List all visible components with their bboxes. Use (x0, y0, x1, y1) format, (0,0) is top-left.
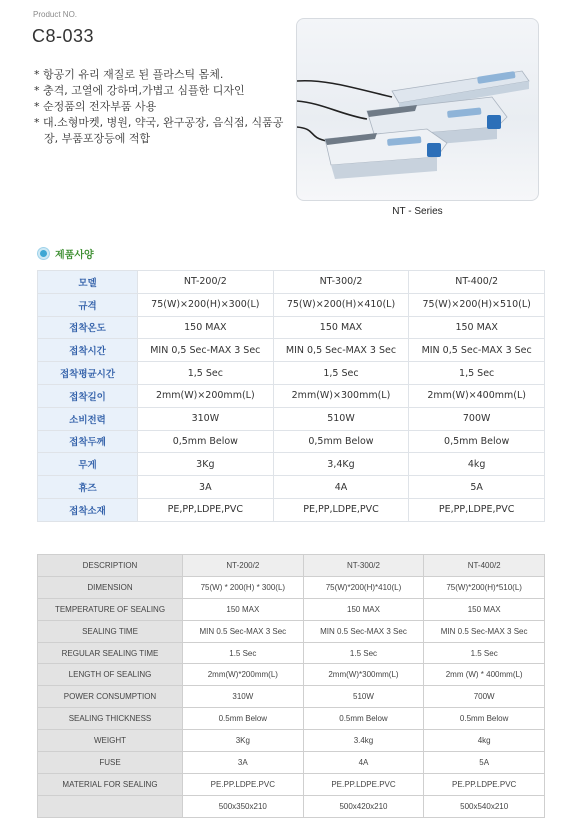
table-row (38, 708, 545, 730)
table-row (38, 407, 545, 430)
table-cell: PE.PP.LDPE.PVC (303, 773, 424, 795)
row-label: SEALING THICKNESS (38, 708, 183, 730)
table-cell: MIN 0.5 Sec-MAX 3 Sec (183, 620, 304, 642)
feature-list (34, 67, 294, 147)
table-cell: 75(W)×200(H)×300(L) (138, 293, 274, 316)
table-cell: 150 MAX (303, 598, 424, 620)
table-cell: 4A (303, 752, 424, 774)
spec-heading-text: 제품사양 (55, 250, 94, 261)
row-label: 접착온도 (38, 316, 138, 339)
table-cell: MIN 0,5 Sec-MAX 3 Sec (138, 339, 274, 362)
table-cell: PE,PP,LDPE,PVC (138, 498, 274, 521)
row-label: 모델 (38, 271, 138, 294)
row-label: 접착소재 (38, 498, 138, 521)
photo-caption: NT - Series (392, 206, 443, 217)
row-label (38, 795, 183, 817)
table-cell: MIN 0.5 Sec-MAX 3 Sec (303, 620, 424, 642)
row-label: 접착시간 (38, 339, 138, 362)
table-row (38, 620, 545, 642)
table-cell: 150 MAX (409, 316, 545, 339)
row-label: POWER CONSUMPTION (38, 686, 183, 708)
table-cell: 500x420x210 (303, 795, 424, 817)
table-cell: 510W (303, 686, 424, 708)
table-cell: 75(W)×200(H)×410(L) (273, 293, 409, 316)
table-cell: 3A (183, 752, 304, 774)
row-label: 규격 (38, 293, 138, 316)
table-cell: 500x540x210 (424, 795, 545, 817)
row-label: 접착길이 (38, 384, 138, 407)
feature-item: * 순정품의 전자부품 사용 (34, 100, 157, 113)
table-cell: 4A (273, 476, 409, 499)
table-cell: MIN 0,5 Sec-MAX 3 Sec (273, 339, 409, 362)
model-code: C8-033 (32, 26, 95, 46)
table-row (38, 339, 545, 362)
table-cell: 75(W)*200(H)*410(L) (303, 576, 424, 598)
table-row (38, 752, 545, 774)
table-cell: 2mm(W)*300mm(L) (303, 664, 424, 686)
table-row (38, 316, 545, 339)
table-cell: 5A (424, 752, 545, 774)
feature-item: * 항공기 유리 재질로 된 플라스틱 몸체. (34, 68, 224, 81)
table-row (38, 271, 545, 294)
bullet-icon (38, 248, 49, 259)
table-cell: 700W (424, 686, 545, 708)
sealer-illustration (297, 19, 539, 201)
row-label: REGULAR SEALING TIME (38, 642, 183, 664)
row-label: LENGTH OF SEALING (38, 664, 183, 686)
row-label: DIMENSION (38, 576, 183, 598)
table-cell: NT-400/2 (409, 271, 545, 294)
product-photo (296, 18, 539, 201)
table-cell: 1,5 Sec (138, 362, 274, 385)
table-cell: 700W (409, 407, 545, 430)
row-label: 무게 (38, 453, 138, 476)
feature-item: * 대.소형마켓, 병원, 약국, 완구공장, 음식점, 식품공장, 부품포장등에 적합 (34, 116, 284, 145)
table-cell: 3.4kg (303, 730, 424, 752)
table-cell: 150 MAX (138, 316, 274, 339)
table-row (38, 576, 545, 598)
table-cell: 5A (409, 476, 545, 499)
table-row (38, 598, 545, 620)
spec-heading (38, 246, 94, 261)
table-row (38, 453, 545, 476)
table-cell: 0.5mm Below (303, 708, 424, 730)
table-cell: 3,4Kg (273, 453, 409, 476)
table-row (38, 730, 545, 752)
table-row (38, 795, 545, 817)
table-cell: PE.PP.LDPE.PVC (183, 773, 304, 795)
table-cell: 150 MAX (424, 598, 545, 620)
table-cell: 3Kg (138, 453, 274, 476)
row-label: FUSE (38, 752, 183, 774)
table-row (38, 384, 545, 407)
table-cell: 4kg (409, 453, 545, 476)
row-label: 접착두께 (38, 430, 138, 453)
table-cell: 1.5 Sec (183, 642, 304, 664)
table-cell: MIN 0,5 Sec-MAX 3 Sec (409, 339, 545, 362)
table-cell: 0.5mm Below (183, 708, 304, 730)
table-cell: NT-300/2 (273, 271, 409, 294)
table-cell: 75(W)*200(H)*510(L) (424, 576, 545, 598)
row-label: MATERIAL FOR SEALING (38, 773, 183, 795)
row-label: 접착평균시간 (38, 362, 138, 385)
table-cell: 4kg (424, 730, 545, 752)
table-row (38, 476, 545, 499)
table-row (38, 362, 545, 385)
table-cell: 1,5 Sec (409, 362, 545, 385)
table-cell: NT-400/2 (424, 555, 545, 577)
feature-item: * 충격, 고열에 강하며,가볍고 심플한 디자인 (34, 84, 245, 97)
table-cell: 2mm(W)×300mm(L) (273, 384, 409, 407)
table-cell: NT-200/2 (138, 271, 274, 294)
table-cell: NT-200/2 (183, 555, 304, 577)
table-row (38, 642, 545, 664)
table-row (38, 555, 545, 577)
table-row (38, 430, 545, 453)
table-cell: NT-300/2 (303, 555, 424, 577)
table-cell: 0,5mm Below (273, 430, 409, 453)
table-row (38, 664, 545, 686)
row-label: TEMPERATURE OF SEALING (38, 598, 183, 620)
table-row (38, 686, 545, 708)
table-cell: 0.5mm Below (424, 708, 545, 730)
table-cell: 2mm(W)*200mm(L) (183, 664, 304, 686)
spec-table-korean (37, 270, 545, 522)
table-cell: PE,PP,LDPE,PVC (273, 498, 409, 521)
table-cell: 150 MAX (273, 316, 409, 339)
table-row (38, 293, 545, 316)
row-label: 휴즈 (38, 476, 138, 499)
table-cell: 1,5 Sec (273, 362, 409, 385)
table-cell: 0,5mm Below (138, 430, 274, 453)
table-cell: PE.PP.LDPE.PVC (424, 773, 545, 795)
table-row (38, 773, 545, 795)
table-cell: 310W (138, 407, 274, 430)
table-cell: 75(W)×200(H)×510(L) (409, 293, 545, 316)
row-label: 소비전력 (38, 407, 138, 430)
table-cell: 2mm(W)×400mm(L) (409, 384, 545, 407)
table-cell: 0,5mm Below (409, 430, 545, 453)
table-cell: 3A (138, 476, 274, 499)
table-cell: 2mm(W)×200mm(L) (138, 384, 274, 407)
table-row (38, 498, 545, 521)
table-cell: 75(W) * 200(H) * 300(L) (183, 576, 304, 598)
table-cell: 150 MAX (183, 598, 304, 620)
row-label: WEIGHT (38, 730, 183, 752)
row-label: SEALING TIME (38, 620, 183, 642)
table-cell: 3Kg (183, 730, 304, 752)
table-cell: 500x350x210 (183, 795, 304, 817)
table-cell: PE,PP,LDPE,PVC (409, 498, 545, 521)
table-cell: 310W (183, 686, 304, 708)
spec-table-english (37, 554, 545, 818)
table-cell: 1.5 Sec (424, 642, 545, 664)
table-cell: 1.5 Sec (303, 642, 424, 664)
product-no-label: Product NO. (33, 10, 78, 19)
table-cell: MIN 0.5 Sec-MAX 3 Sec (424, 620, 545, 642)
table-cell: 2mm (W) * 400mm(L) (424, 664, 545, 686)
row-label: DESCRIPTION (38, 555, 183, 577)
table-cell: 510W (273, 407, 409, 430)
